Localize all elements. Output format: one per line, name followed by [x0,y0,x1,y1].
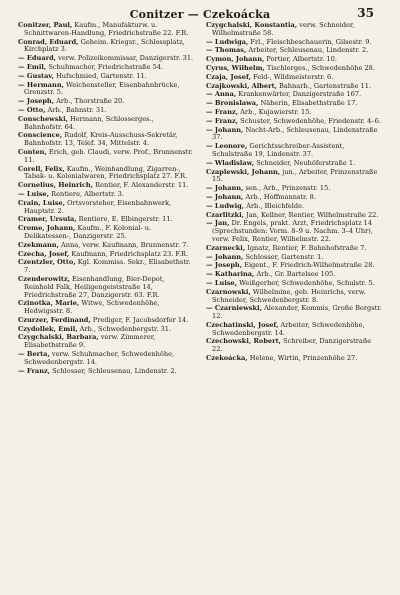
directory-entry [206,194,382,202]
entry-name: — Joseph, [206,261,243,270]
directory-entry [206,118,382,126]
entry-details: Rentiere, E. Elbingerstr. 11. [78,215,173,224]
entry-details: Witwe, Schwedenhöhe, Hedwigsstr. 8. [24,299,160,316]
directory-entry [206,22,382,38]
entry-details: Helene, Wirtin, Prinzenhöhe 27. [249,354,358,363]
entry-name: — Hermann, [18,80,64,89]
directory-entry [18,82,194,98]
directory-entry [206,127,382,143]
directory-entry [18,149,194,165]
entry-name: — Emil, [18,62,47,71]
entry-name: Czecha, Josef, [18,249,70,258]
entry-name: Czygchalski, Barbara, [18,333,99,342]
directory-entry [206,74,382,82]
entry-name: Crain, Luise, [18,198,66,207]
entry-details: Alexander, Kommis, Große Bergstr. 12. [212,304,382,321]
directory-entry [18,64,194,72]
entry-details: verw. Schuhmacher, Schwedenhöhe, Schwedenbergstr. 14. [24,350,175,366]
entry-name: — Ludwiga, [206,37,249,46]
directory-entry [18,242,194,250]
directory-entry [206,280,382,288]
entry-details: Schlosser, Schleusenau, Lindenstr. 2. [52,366,177,375]
directory-entry [206,47,382,55]
entry-name: — Johann, [206,184,244,193]
entry-details: Portier, Albertstr. 10. [266,55,337,64]
directory-entry [18,107,194,115]
directory-entry [206,185,382,193]
page-number: 35 [357,6,374,20]
entry-name: — Otto, [18,105,46,114]
entry-details: Krankenwärter, Danzigerstraße 167. [238,90,362,99]
entry-name: Conschewski, [18,114,68,123]
entry-name: Czekoácka, [206,354,248,363]
directory-entry [206,220,382,243]
entry-name: — Anna, [206,90,237,99]
entry-name: — Bronislawa, [206,99,259,108]
entry-name: Corell, Felix, [18,164,65,173]
entry-details: Ortsvorsteher, Eisenbahnwerk, Hauptstr. 2. [24,198,172,215]
entry-name: — Luise, [18,189,50,198]
entry-details: Hermann, Schlosserges., Bahnhofstr. 64. [24,114,154,131]
directory-entry [206,56,382,64]
directory-entry [206,83,382,91]
entry-name: Czenderowitz, [18,274,70,283]
entry-details: Näherin, Elisabethstraße 17. [260,99,358,108]
entry-name: Cramer, Ursula, [18,215,77,224]
entry-details: Tischlerges., Schwedenhöhe 28. [266,63,375,72]
directory-entry [206,212,382,220]
entry-name: Cymon, Johann, [206,55,265,64]
entry-name: Crome, Johann, [18,224,76,233]
entry-name: Conscience, [18,131,63,140]
directory-entry [18,191,194,199]
entry-name: — Johann, [206,192,244,201]
entry-details: Hufschmied, Gartenstr. 11. [56,71,147,80]
directory-entry [18,225,194,241]
entry-name: Czarnecki, [206,243,246,252]
entry-details: Kgl. Kommiss. Sekr., Elisabethstr. 7. [24,258,191,275]
directory-entry [18,116,194,132]
directory-entry [206,100,382,108]
directory-entry [206,203,382,211]
directory-entry [18,200,194,216]
entry-name: Czarlitzki, [206,210,244,219]
directory-entry [18,55,194,63]
entry-name: Czaja, Josef, [206,72,251,81]
entry-name: — Johann, [206,125,244,134]
entry-details: Anna, verw. Kaufmann, Brunnenstr. 7. [61,240,189,249]
entry-name: Czechowski, Robert, [206,337,281,346]
entry-name: — Eduard, [18,54,56,63]
directory-entry [18,166,194,182]
directory-entry [18,98,194,106]
directory-entry [206,169,382,185]
entry-details: Kaufmann, Friedrichsplatz 23. F.R. [71,249,189,258]
directory-entry [206,322,382,338]
entry-name: — Thomas, [206,46,247,55]
directory-entry [206,39,382,47]
entry-details: Schuhmacher, Friedrichstraße 54. [48,62,164,71]
directory-entry [18,259,194,275]
directory-entry [18,39,194,55]
entry-details: Kaufm., Manufakturw. u. Schnittwaren-Handlung, Friedrichstraße 22. F.R. [24,22,189,37]
page-header [0,6,400,22]
directory-entry [206,160,382,168]
directory-entry [18,317,194,325]
entry-name: Czygchalski, Konstantia, [206,22,298,29]
entry-details: jun., Arbeiter, Prinzenstraße 15. [212,167,378,184]
right-column [206,22,382,588]
directory-entry [18,326,194,334]
entry-name: — Ludwig, [206,201,245,210]
entry-details: Feld-, Wildmeisterstr. 6. [253,72,334,81]
entry-details: Rentier, F. Alexanderstr. 11. [95,181,189,190]
entry-name: Conrad, Eduard, [18,37,79,46]
entry-details: Eisenhandlung, Bier-Depot, Reinhold Falk, Heiligengeiststraße 14, Friedrichstraße 27, Danzigerstr. 63. F.R. [24,274,165,299]
entry-name: Cyrus, Wilhelm, [206,63,265,72]
entry-name: — Joseph, [18,97,55,106]
entry-name: — Franz, [206,116,239,125]
entry-name: Czekmann, [18,240,59,249]
entry-details: Erich, geb. Claudi, verw. Prof., Brunnenstr. 11. [24,147,193,164]
header-title: Conitzer — Czekoácka [129,7,271,21]
entry-details: Eigent., F. Friedrich-Wilhelmstraße 28. [244,261,375,270]
entry-details: Schreiber, Danzigerstraße 22. [212,337,372,354]
directory-entry [206,254,382,262]
entry-details: Schneider, Neuhöferstraße 1. [256,158,356,167]
entry-name: Czentzler, Otto, [18,258,76,267]
entry-details: Arb., Hoffmannstr. 8. [245,192,316,201]
directory-entry [206,245,382,253]
entry-details: Arb., Thorstraße 20. [56,97,125,106]
directory-entry [18,300,194,316]
entry-details: Schuster, Schwedenhöhe, Friedenstr. 4–6. [240,116,381,125]
entry-name: — Wladislaw, [206,158,255,167]
directory-entry [206,109,382,117]
entry-name: — Franz, [18,366,51,375]
entry-details: Schlosser, Gartenstr. 1. [245,252,324,261]
entry-details: Rudolf, Kreis-Ausschuss-Sekretär, Bahnhofstr. 13, Telef. 34, Mittelstr. 4. [24,131,178,148]
entry-name: Czinotka, Marie, [18,299,80,308]
entry-details: Arbeiter, Schwedenhöhe, Schwedenbergstr. 14. [212,320,365,337]
entry-details: Kaufm., Weinhandlung, Zigarren-, Tabak- u. Kolonialwaren, Friedrichsplatz 27. F.R. [24,164,188,181]
entry-details: Wilhelmine, geb. Heinrichs, verw. Schneider, Schwedenbergstr. 8. [212,287,366,304]
entry-name: Czajkowski, Albert, [206,81,277,90]
entry-name: — Luise, [206,278,238,287]
entry-details: Weichensteller, Eisenbahnbrücke, Grenzstr. 5. [24,80,180,97]
entry-details: verw. Zimmerer, Elisabethstraße 9. [24,333,156,350]
entry-details: Arb., Kujawierstr. 15. [240,107,312,116]
directory-entry [206,355,382,363]
entry-name: — Leonore, [206,142,248,151]
entry-name: — Czarniewski, [206,304,262,313]
entry-details: Prediger, F. Jacobsdorfer 14. [92,315,189,324]
entry-details: Nacht-Arb., Schleusenau, Lindenstraße 37. [212,125,378,142]
entry-name: — Franz, [206,107,239,116]
directory-entry [18,73,194,81]
entry-details: Geheim. Kriegsr., Schlossplatz, Kirchplatz 3. [24,37,185,54]
directory-entry [18,22,194,38]
entry-details: Frl., Fleischbeschauerin, Gilsestr. 9. [250,37,372,46]
entry-name: — Berta, [18,350,50,359]
entry-details: Ignatz, Rentier, F. Bahnhofstraße 7. [247,243,367,252]
entry-details: verw. Polizeikommissar, Danzigerstr. 31. [58,54,194,63]
entry-details: Gerichtsschreiber-Assistent, Schulstraße 19, Lindenstr. 37. [212,142,345,158]
directory-entry [206,91,382,99]
directory-entry [206,65,382,73]
entry-details: Bahnarb., Gartenstraße 11. [279,81,372,90]
entry-details: sen., Arb., Prinzenstr. 15. [245,184,331,193]
entry-name: Czarnowski, [206,287,251,296]
directory-entry [206,289,382,305]
directory-entry [18,216,194,224]
entry-name: Cornelius, Heinrich, [18,181,94,190]
directory-entry [18,251,194,259]
directory-entry [18,334,194,350]
entry-name: Czaplewski, Johann, [206,167,281,176]
entry-details: Arb., Schwedenbergstr. 31. [79,324,172,333]
entry-details: Rentiere, Albertstr. 3. [51,189,124,198]
directory-entry [206,271,382,279]
directory-entry [206,262,382,270]
entry-name: — Gustav, [18,71,54,80]
directory-entry [18,276,194,299]
directory-entry [18,182,194,190]
directory-entry [18,132,194,148]
directory-entry [18,351,194,367]
entry-details: Arbeiter, Schleusenau, Lindenstr. 2. [248,46,369,55]
entry-details: Weißgerber, Schwedenhöhe, Schulstr. 5. [239,278,375,287]
entry-details: Jan, Kellner, Rentier, Wilhelmstraße 22. [246,210,379,219]
entry-details: Arb., Gr. Bartelsee 105. [256,270,336,279]
entry-name: Conitzer, Paul, [18,22,73,29]
entry-details: Arb., Bahnstr. 31. [47,105,107,114]
entry-details: Dr. Engels, prakt. Arzt, Friedrichsplatz 14 (Sprechstunden: Vorm. 8–9 u. Nachm. 3–4 Uhr), verw. Felix, Rentier, Wilhelmstr. 22. [212,219,373,243]
directory-entry [206,305,382,321]
entry-name: — Jan, [206,219,230,228]
entry-name: Conten, [18,147,47,156]
entry-name: Czurzer, Ferdinand, [18,315,91,324]
entry-name: — Katharina, [206,270,255,279]
entry-details: Kaufm., F. Kolonial- u. Delikatessen-, Danzigerstr. 25. [24,224,152,240]
left-column [18,22,194,588]
entry-name: — Johann, [206,252,244,261]
entry-details: Arb., Bleichfelde. [246,201,305,210]
directory-entry [206,338,382,354]
entry-details: verw. Schneider, Wilhelmstraße 58. [212,22,355,37]
entry-name: Czechatinski, Josef, [206,320,279,329]
directory-entry [206,143,382,159]
directory-entry [18,368,194,376]
entry-name: Czydollek, Emil, [18,324,78,333]
